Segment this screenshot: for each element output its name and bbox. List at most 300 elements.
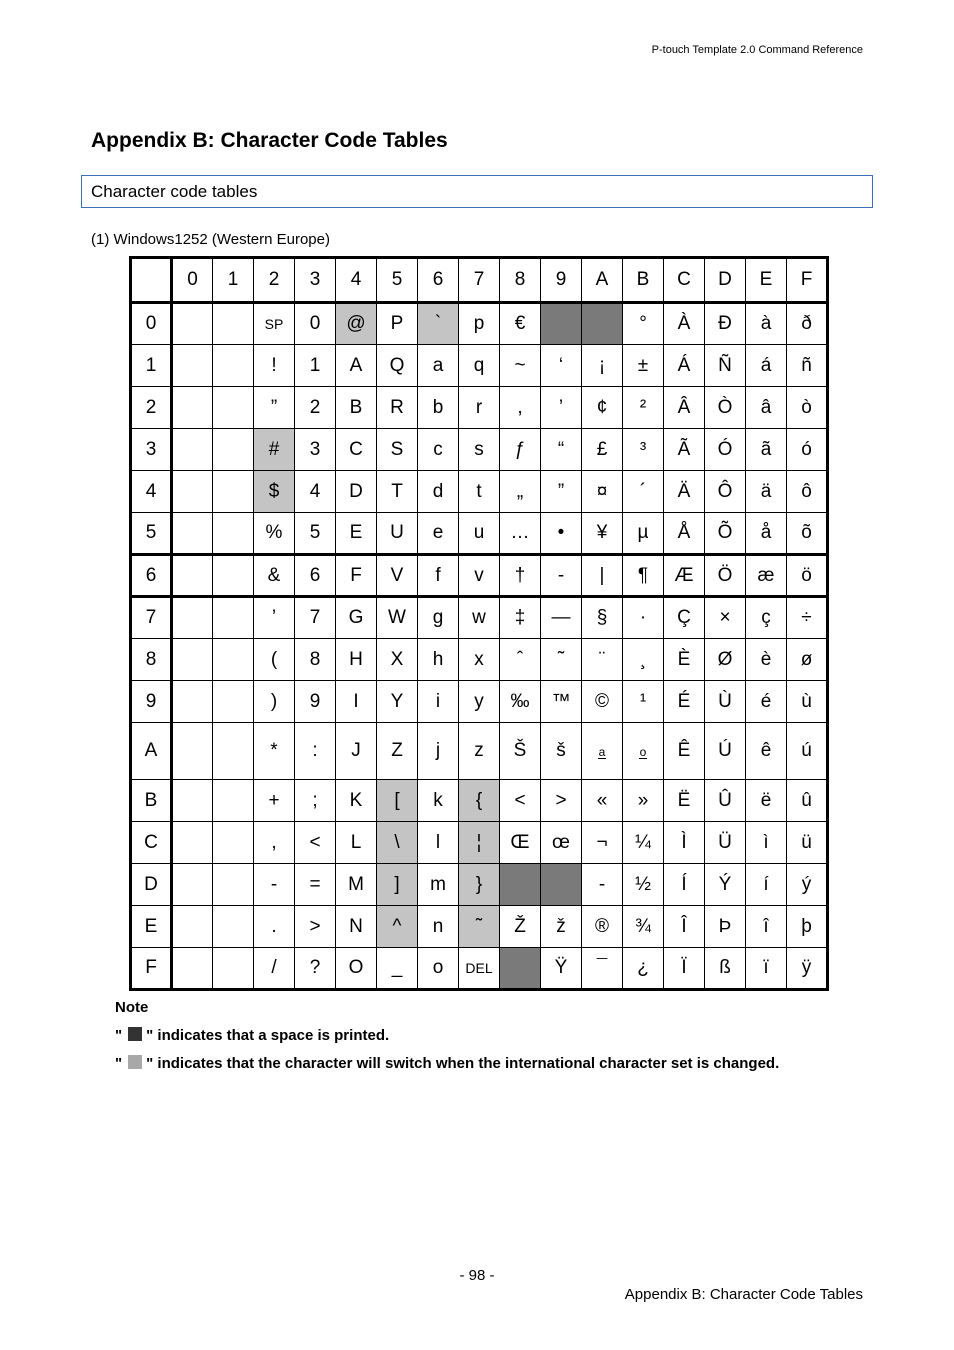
character-cell: Å <box>664 513 705 555</box>
character-cell: ( <box>254 639 295 681</box>
character-cell <box>213 948 254 990</box>
character-cell: ’ <box>541 387 582 429</box>
character-cell: . <box>254 906 295 948</box>
character-cell: T <box>377 471 418 513</box>
character-cell <box>172 822 213 864</box>
table-corner-cell <box>131 258 172 303</box>
character-cell: @ <box>336 303 377 345</box>
column-header: 6 <box>418 258 459 303</box>
row-header: 3 <box>131 429 172 471</box>
note-label: Note <box>115 999 149 1016</box>
dark-swatch-icon <box>128 1027 142 1041</box>
character-cell: Z <box>377 723 418 780</box>
character-cell: ð <box>787 303 828 345</box>
character-cell: Ú <box>705 723 746 780</box>
table-row <box>131 345 828 387</box>
character-cell: È <box>664 639 705 681</box>
table-row <box>131 948 828 990</box>
character-cell <box>541 303 582 345</box>
table-row <box>131 429 828 471</box>
table-row <box>131 303 828 345</box>
character-cell: Ý <box>705 864 746 906</box>
character-cell: © <box>582 681 623 723</box>
character-cell: * <box>254 723 295 780</box>
note-dark-prefix: " <box>115 1027 123 1044</box>
row-header: 8 <box>131 639 172 681</box>
character-cell: ˜ <box>459 906 500 948</box>
character-cell: ¸ <box>623 639 664 681</box>
character-cell: Ž <box>500 906 541 948</box>
character-cell: $ <box>254 471 295 513</box>
table-row <box>131 864 828 906</box>
character-cell: ² <box>623 387 664 429</box>
character-cell: W <box>377 597 418 639</box>
character-cell: ¤ <box>582 471 623 513</box>
character-cell: é <box>746 681 787 723</box>
character-cell: % <box>254 513 295 555</box>
character-cell <box>172 387 213 429</box>
character-cell: þ <box>787 906 828 948</box>
character-cell: P <box>377 303 418 345</box>
table-row <box>131 780 828 822</box>
character-cell: ž <box>541 906 582 948</box>
character-cell: õ <box>787 513 828 555</box>
character-cell: _ <box>377 948 418 990</box>
character-cell: ¢ <box>582 387 623 429</box>
character-cell: DEL <box>459 948 500 990</box>
character-cell <box>213 555 254 597</box>
character-cell <box>213 822 254 864</box>
character-cell: N <box>336 906 377 948</box>
character-cell: ` <box>418 303 459 345</box>
character-cell: « <box>582 780 623 822</box>
character-cell <box>213 906 254 948</box>
character-cell: | <box>582 555 623 597</box>
character-cell: Ð <box>705 303 746 345</box>
character-cell: ˆ <box>500 639 541 681</box>
column-header: 2 <box>254 258 295 303</box>
character-cell: ³ <box>623 429 664 471</box>
character-cell: H <box>336 639 377 681</box>
character-cell: Ø <box>705 639 746 681</box>
character-cell: / <box>254 948 295 990</box>
character-cell <box>213 387 254 429</box>
character-cell: è <box>746 639 787 681</box>
character-cell: ‘ <box>541 345 582 387</box>
section-heading-box <box>81 175 873 208</box>
page-title: Appendix B: Character Code Tables <box>91 129 448 152</box>
character-cell: ^ <box>377 906 418 948</box>
character-cell: r <box>459 387 500 429</box>
character-cell: 9 <box>295 681 336 723</box>
character-cell: Ö <box>705 555 746 597</box>
character-cell: Ñ <box>705 345 746 387</box>
character-cell: œ <box>541 822 582 864</box>
character-cell: ¬ <box>582 822 623 864</box>
character-cell: Û <box>705 780 746 822</box>
character-cell: ! <box>254 345 295 387</box>
character-cell: 3 <box>295 429 336 471</box>
character-cell: £ <box>582 429 623 471</box>
character-cell <box>213 471 254 513</box>
character-cell: † <box>500 555 541 597</box>
character-cell: ” <box>541 471 582 513</box>
character-cell: U <box>377 513 418 555</box>
column-header: F <box>787 258 828 303</box>
character-cell: ± <box>623 345 664 387</box>
row-header: 6 <box>131 555 172 597</box>
character-cell: Ã <box>664 429 705 471</box>
character-cell: ƒ <box>500 429 541 471</box>
table-row <box>131 513 828 555</box>
table-row <box>131 387 828 429</box>
character-cell: × <box>705 597 746 639</box>
ordinal-indicator: a <box>598 745 606 759</box>
character-cell: - <box>254 864 295 906</box>
character-cell: ë <box>746 780 787 822</box>
row-header: D <box>131 864 172 906</box>
table-caption: (1) Windows1252 (Western Europe) <box>91 231 330 248</box>
character-cell: = <box>295 864 336 906</box>
character-cell: ß <box>705 948 746 990</box>
light-swatch-icon <box>128 1055 142 1069</box>
character-cell: ‰ <box>500 681 541 723</box>
character-cell: : <box>295 723 336 780</box>
character-cell: Í <box>664 864 705 906</box>
character-cell: Ò <box>705 387 746 429</box>
row-header: B <box>131 780 172 822</box>
character-cell: + <box>254 780 295 822</box>
character-cell: Æ <box>664 555 705 597</box>
character-cell: ê <box>746 723 787 780</box>
character-cell: f <box>418 555 459 597</box>
character-cell <box>172 303 213 345</box>
character-cell: ó <box>787 429 828 471</box>
character-cell: x <box>459 639 500 681</box>
character-cell <box>172 723 213 780</box>
row-header: 9 <box>131 681 172 723</box>
character-cell <box>172 597 213 639</box>
character-cell: S <box>377 429 418 471</box>
character-cell: Ä <box>664 471 705 513</box>
character-cell: ÿ <box>787 948 828 990</box>
character-cell: 8 <box>295 639 336 681</box>
character-code-table <box>129 256 829 991</box>
character-cell <box>172 429 213 471</box>
character-cell: Š <box>500 723 541 780</box>
column-header: 7 <box>459 258 500 303</box>
footer-title: Appendix B: Character Code Tables <box>624 1286 863 1303</box>
character-cell: ¨ <box>582 639 623 681</box>
ordinal-indicator: o <box>639 745 647 759</box>
character-cell: c <box>418 429 459 471</box>
character-cell <box>172 906 213 948</box>
character-cell: ý <box>787 864 828 906</box>
column-header: 0 <box>172 258 213 303</box>
character-cell: u <box>459 513 500 555</box>
column-header: 8 <box>500 258 541 303</box>
character-cell: - <box>541 555 582 597</box>
character-cell: Ü <box>705 822 746 864</box>
character-cell: p <box>459 303 500 345</box>
character-cell <box>172 681 213 723</box>
character-cell: , <box>254 822 295 864</box>
character-cell: ’ <box>254 597 295 639</box>
character-cell <box>172 345 213 387</box>
character-cell: B <box>336 387 377 429</box>
character-cell: É <box>664 681 705 723</box>
column-header: 9 <box>541 258 582 303</box>
note-dark-text: " indicates that a space is printed. <box>146 1027 390 1044</box>
column-header: 1 <box>213 258 254 303</box>
character-cell <box>213 681 254 723</box>
character-cell: i <box>418 681 459 723</box>
page-number: - 98 - <box>459 1267 495 1284</box>
character-cell <box>213 639 254 681</box>
character-cell: „ <box>500 471 541 513</box>
character-cell: \ <box>377 822 418 864</box>
character-cell: 1 <box>295 345 336 387</box>
table-row <box>131 681 828 723</box>
character-cell: J <box>336 723 377 780</box>
character-cell: ¼ <box>623 822 664 864</box>
character-cell: ç <box>746 597 787 639</box>
character-cell: C <box>336 429 377 471</box>
character-cell <box>172 471 213 513</box>
character-cell: ] <box>377 864 418 906</box>
character-cell <box>172 639 213 681</box>
character-cell: ï <box>746 948 787 990</box>
character-cell <box>213 303 254 345</box>
character-cell: ; <box>295 780 336 822</box>
character-cell: ¯ <box>582 948 623 990</box>
character-cell: j <box>418 723 459 780</box>
character-cell <box>213 345 254 387</box>
character-cell: SP <box>254 303 295 345</box>
character-cell: > <box>295 906 336 948</box>
table-row <box>131 471 828 513</box>
section-heading: Character code tables <box>91 182 258 201</box>
character-cell: A <box>336 345 377 387</box>
character-cell <box>582 303 623 345</box>
character-cell: < <box>500 780 541 822</box>
character-cell: D <box>336 471 377 513</box>
character-cell: q <box>459 345 500 387</box>
character-cell: ü <box>787 822 828 864</box>
row-header: 4 <box>131 471 172 513</box>
table-row <box>131 723 828 780</box>
character-cell <box>213 513 254 555</box>
character-cell: V <box>377 555 418 597</box>
character-cell: ¥ <box>582 513 623 555</box>
character-cell: K <box>336 780 377 822</box>
character-cell <box>213 723 254 780</box>
character-cell <box>213 429 254 471</box>
document-header-reference: P-touch Template 2.0 Command Reference <box>651 44 863 56</box>
table-row <box>131 906 828 948</box>
character-cell: e <box>418 513 459 555</box>
character-cell: Ó <box>705 429 746 471</box>
character-cell: a <box>418 345 459 387</box>
character-cell <box>172 513 213 555</box>
character-cell: k <box>418 780 459 822</box>
character-cell: Ô <box>705 471 746 513</box>
character-cell: F <box>336 555 377 597</box>
column-header: B <box>623 258 664 303</box>
character-cell: l <box>418 822 459 864</box>
column-header: C <box>664 258 705 303</box>
character-cell: ™ <box>541 681 582 723</box>
character-cell: y <box>459 681 500 723</box>
character-cell: { <box>459 780 500 822</box>
character-cell: Õ <box>705 513 746 555</box>
character-cell: ~ <box>500 345 541 387</box>
note-light-legend <box>115 1055 779 1072</box>
character-cell: Ù <box>705 681 746 723</box>
table-row <box>131 639 828 681</box>
note-dark-legend <box>115 1027 389 1044</box>
character-cell: Á <box>664 345 705 387</box>
character-cell: Ï <box>664 948 705 990</box>
character-cell: ´ <box>623 471 664 513</box>
character-cell: Œ <box>500 822 541 864</box>
character-cell: ä <box>746 471 787 513</box>
character-cell: ò <box>787 387 828 429</box>
character-cell: À <box>664 303 705 345</box>
character-cell <box>172 948 213 990</box>
character-cell: L <box>336 822 377 864</box>
character-cell: ¹ <box>623 681 664 723</box>
character-cell: 6 <box>295 555 336 597</box>
character-cell: â <box>746 387 787 429</box>
character-cell: # <box>254 429 295 471</box>
character-cell: ¾ <box>623 906 664 948</box>
character-cell: … <box>500 513 541 555</box>
column-header: 3 <box>295 258 336 303</box>
character-cell: € <box>500 303 541 345</box>
character-cell: û <box>787 780 828 822</box>
character-cell: E <box>336 513 377 555</box>
character-cell: ì <box>746 822 787 864</box>
character-cell: ” <box>254 387 295 429</box>
character-cell: Ê <box>664 723 705 780</box>
character-cell: “ <box>541 429 582 471</box>
character-cell: î <box>746 906 787 948</box>
character-cell: ¿ <box>623 948 664 990</box>
character-cell: G <box>336 597 377 639</box>
column-header: 4 <box>336 258 377 303</box>
character-cell: [ <box>377 780 418 822</box>
character-cell: 7 <box>295 597 336 639</box>
character-cell: ñ <box>787 345 828 387</box>
character-cell: n <box>418 906 459 948</box>
row-header: C <box>131 822 172 864</box>
character-cell: Î <box>664 906 705 948</box>
character-cell: » <box>623 780 664 822</box>
character-cell <box>541 864 582 906</box>
character-cell: ö <box>787 555 828 597</box>
character-cell: Ì <box>664 822 705 864</box>
character-cell <box>172 780 213 822</box>
character-cell <box>582 723 623 780</box>
character-cell: ú <box>787 723 828 780</box>
character-cell: ˜ <box>541 639 582 681</box>
character-cell: Þ <box>705 906 746 948</box>
character-cell: — <box>541 597 582 639</box>
table-row <box>131 822 828 864</box>
character-cell: ¶ <box>623 555 664 597</box>
character-cell <box>172 555 213 597</box>
row-header: 1 <box>131 345 172 387</box>
character-cell: o <box>418 948 459 990</box>
character-cell: Ÿ <box>541 948 582 990</box>
character-cell: 2 <box>295 387 336 429</box>
character-cell: 4 <box>295 471 336 513</box>
character-cell: Q <box>377 345 418 387</box>
column-header: D <box>705 258 746 303</box>
character-cell: Ë <box>664 780 705 822</box>
character-cell: à <box>746 303 787 345</box>
character-cell: š <box>541 723 582 780</box>
character-cell: ‡ <box>500 597 541 639</box>
table-row <box>131 555 828 597</box>
character-cell: - <box>582 864 623 906</box>
character-cell: , <box>500 387 541 429</box>
character-cell <box>172 864 213 906</box>
character-cell <box>623 723 664 780</box>
character-cell: } <box>459 864 500 906</box>
character-cell: ÷ <box>787 597 828 639</box>
character-cell: ¦ <box>459 822 500 864</box>
character-cell: ù <box>787 681 828 723</box>
character-cell: ) <box>254 681 295 723</box>
character-cell: < <box>295 822 336 864</box>
character-cell: b <box>418 387 459 429</box>
character-cell: á <box>746 345 787 387</box>
row-header: 2 <box>131 387 172 429</box>
character-cell: m <box>418 864 459 906</box>
character-cell: å <box>746 513 787 555</box>
character-cell: ø <box>787 639 828 681</box>
character-cell: Y <box>377 681 418 723</box>
character-cell: ° <box>623 303 664 345</box>
character-cell: • <box>541 513 582 555</box>
row-header: E <box>131 906 172 948</box>
note-light-text: " indicates that the character will switch when the international character set is changed. <box>146 1055 780 1072</box>
character-cell <box>213 597 254 639</box>
character-cell: ¡ <box>582 345 623 387</box>
character-cell: Ç <box>664 597 705 639</box>
character-cell: Â <box>664 387 705 429</box>
character-cell: 0 <box>295 303 336 345</box>
character-cell: z <box>459 723 500 780</box>
character-cell: í <box>746 864 787 906</box>
character-cell: I <box>336 681 377 723</box>
character-cell: w <box>459 597 500 639</box>
character-cell: > <box>541 780 582 822</box>
character-cell: ? <box>295 948 336 990</box>
character-cell <box>213 864 254 906</box>
character-cell: ô <box>787 471 828 513</box>
character-cell: X <box>377 639 418 681</box>
row-header: 0 <box>131 303 172 345</box>
character-cell: d <box>418 471 459 513</box>
character-cell: ã <box>746 429 787 471</box>
column-header: 5 <box>377 258 418 303</box>
character-cell: s <box>459 429 500 471</box>
row-header: 5 <box>131 513 172 555</box>
character-cell <box>500 864 541 906</box>
